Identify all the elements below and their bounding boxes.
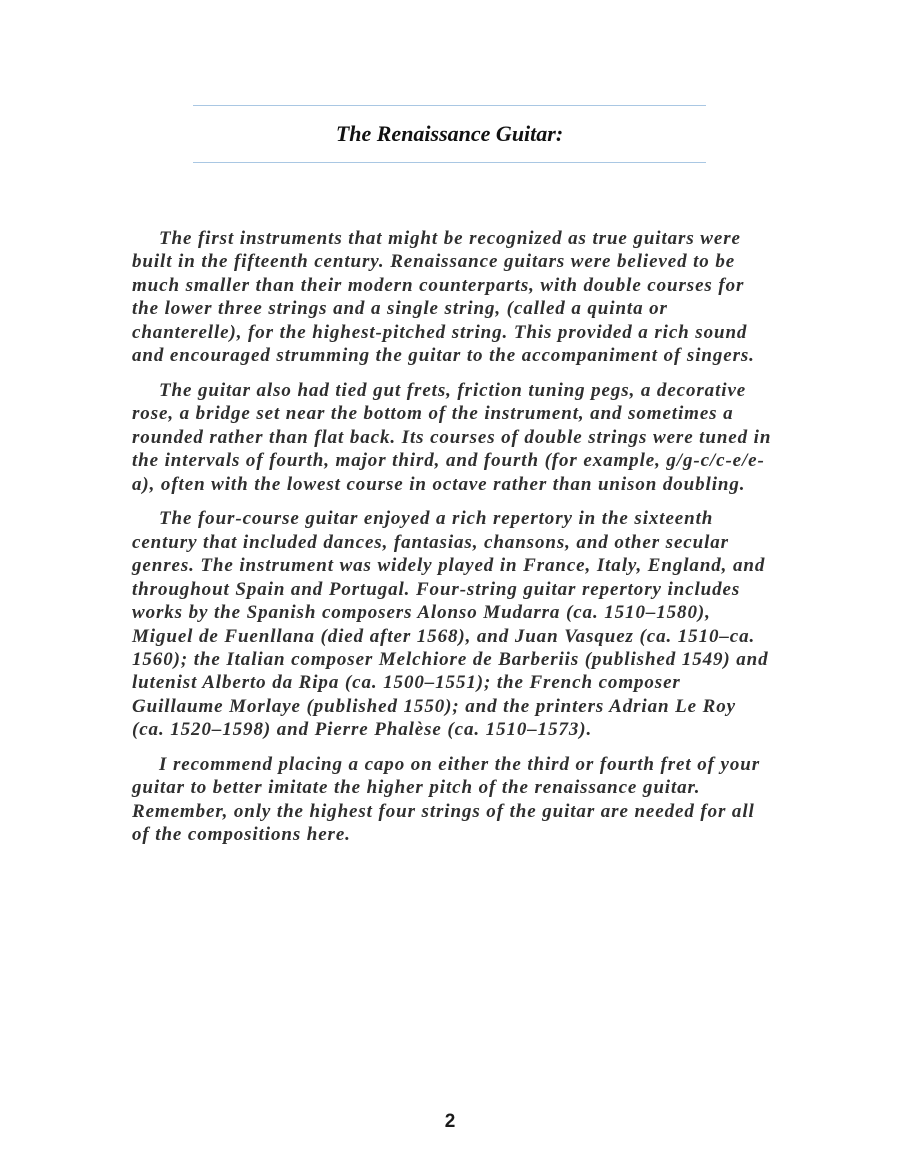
page-title: The Renaissance Guitar: bbox=[335, 121, 564, 146]
paragraph-capo-advice: I recommend placing a capo on either the third or fourth fret of your guitar to better imitate the higher pitch of the renaissance guitar. Remember, only the highest four strings of the guitar are needed for all of the compositions here. bbox=[132, 754, 760, 846]
title-bottom-rule bbox=[193, 162, 706, 163]
page-number: 2 bbox=[444, 1111, 456, 1132]
title-top-rule bbox=[193, 105, 706, 106]
paragraph-construction: The guitar also had tied gut frets, friction tuning pegs, a decorative rose, a bridge set near the bottom of the instrument, and sometimes a rounded rather than flat back. Its courses of double strings were tuned in the intervals of fourth, major third, and fourth (for example, g/g-c/c-e/e-a), often with the lowest course in octave rather than unison doubling. bbox=[132, 379, 772, 495]
paragraph-origins: The first instruments that might be recognized as true guitars were built in the fifteenth century. Renaissance guitars were believed to be much smaller than their modern counterparts, with double courses for the lower three strings and a single string, (called a quinta or chanterelle), for the highest-pitched string. This provided a rich sound and encouraged strumming the guitar to the accompaniment of singers. bbox=[132, 228, 755, 367]
body-text bbox=[132, 227, 772, 858]
paragraph-repertory: The four-course guitar enjoyed a rich repertory in the sixteenth century that included dances, fantasias, chansons, and other secular genres. The instrument was widely played in France, Italy, England, and throughout Spain and Portugal. Four-string guitar repertory includes works by the Spanish composers Alonso Mudarra (ca. 1510–1580), Miguel de Fuenllana (died after 1568), and Juan Vasquez (ca. 1510–ca. 1560); the Italian composer Melchiore de Barberiis (published 1549) and lutenist Alberto da Ripa (ca. 1500–1551); the French composer Guillaume Morlaye (published 1550); and the printers Adrian Le Roy (ca. 1520–1598) and Pierre Phalèse (ca. 1510–1573). bbox=[132, 508, 769, 741]
